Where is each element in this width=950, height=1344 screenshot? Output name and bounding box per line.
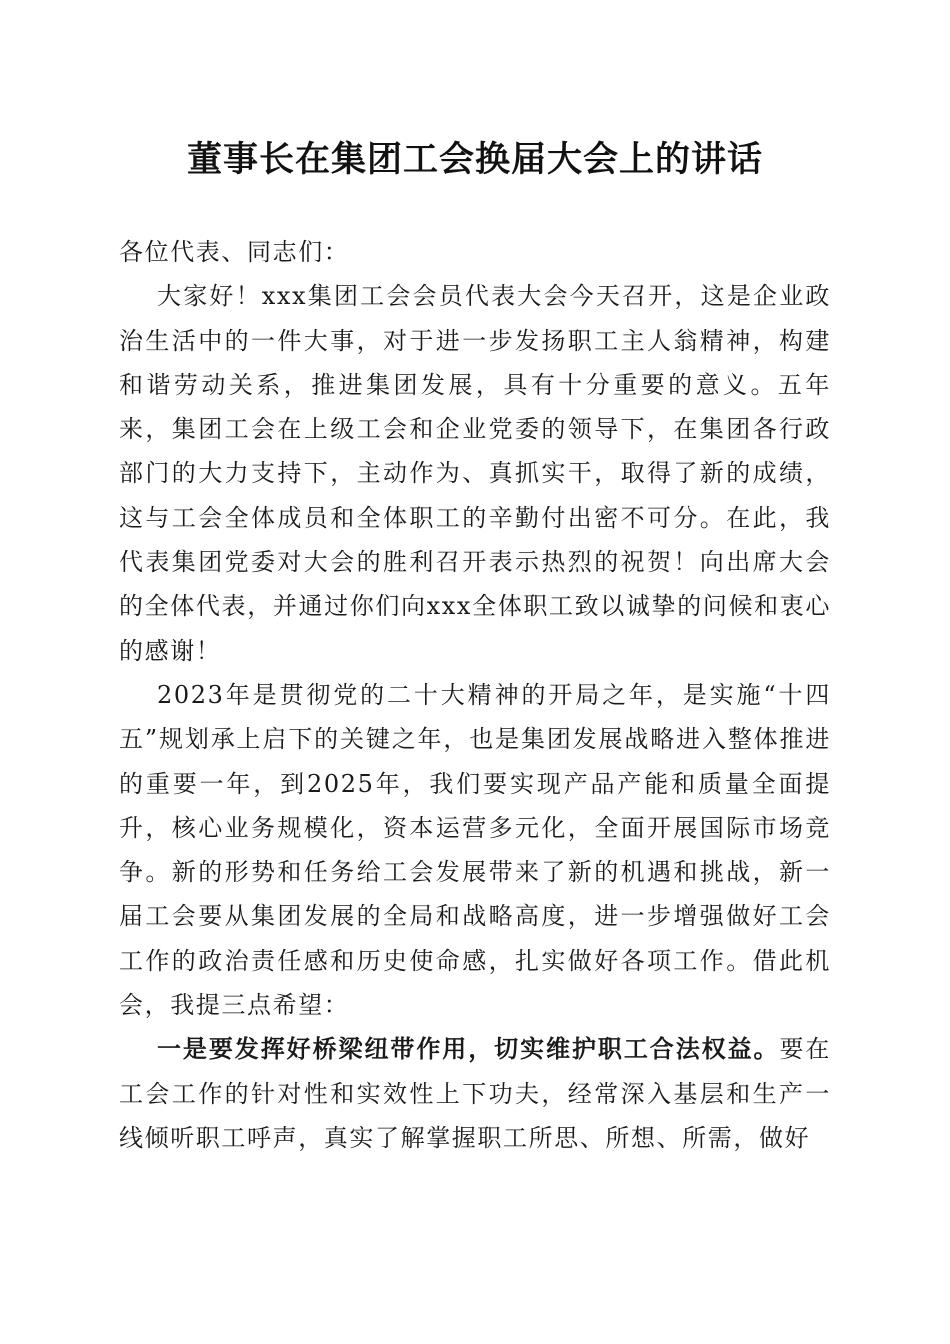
paragraph-2: 2023年是贯彻党的二十大精神的开局之年，是实施“十四五”规划承上启下的关键之年，也是集团发展战略进入整体推进的重要一年，到2025年，我们要实现产品产能和质量全面提升，核心业务规模化，资本运营多元化，全面开展国际市场竞争。新的形势和任务给工会发展带来了新的机遇和挑战，新一届工会要从集团发展的全局和战略高度，进一步增强做好工会工作的政治责任感和历史使命感，扎实做好各项工作。借此机会，我提三点希望： — [119, 680, 831, 1020]
paragraph-1: 大家好！xxx集团工会会员代表大会今天召开，这是企业政治生活中的一件大事，对于进一步发扬职工主人翁精神，构建和谐劳动关系，推进集团发展，具有十分重要的意义。五年来，集团工会在上级工会和企业党委的领导下，在集团各行政部门的大力支持下，主动作为、真抓实干，取得了新的成绩，这与工会全体成员和全体职工的辛勤付出密不可分。在此，我代表集团党委对大会的胜利召开表示热烈的祝贺！向出席大会的全体代表，并通过你们向xxx全体职工致以诚挚的问候和衷心的感谢！ — [119, 282, 831, 665]
paragraph-3 — [119, 1027, 831, 1160]
document-body — [119, 230, 831, 1160]
salutation: 各位代表、同志们： — [119, 238, 350, 266]
page-title: 董事长在集团工会换届大会上的讲话 — [186, 139, 763, 180]
paragraph-3-lead: 一是要发挥好桥梁纽带作用，切实维护职工合法权益。 — [157, 1034, 780, 1064]
paragraph-3-text: 要在工会工作的针对性和实效性上下功夫，经常深入基层和生产一线倾听职工呼声，真实了解掌握职工所思、所想、所需，做好 — [119, 1035, 831, 1152]
